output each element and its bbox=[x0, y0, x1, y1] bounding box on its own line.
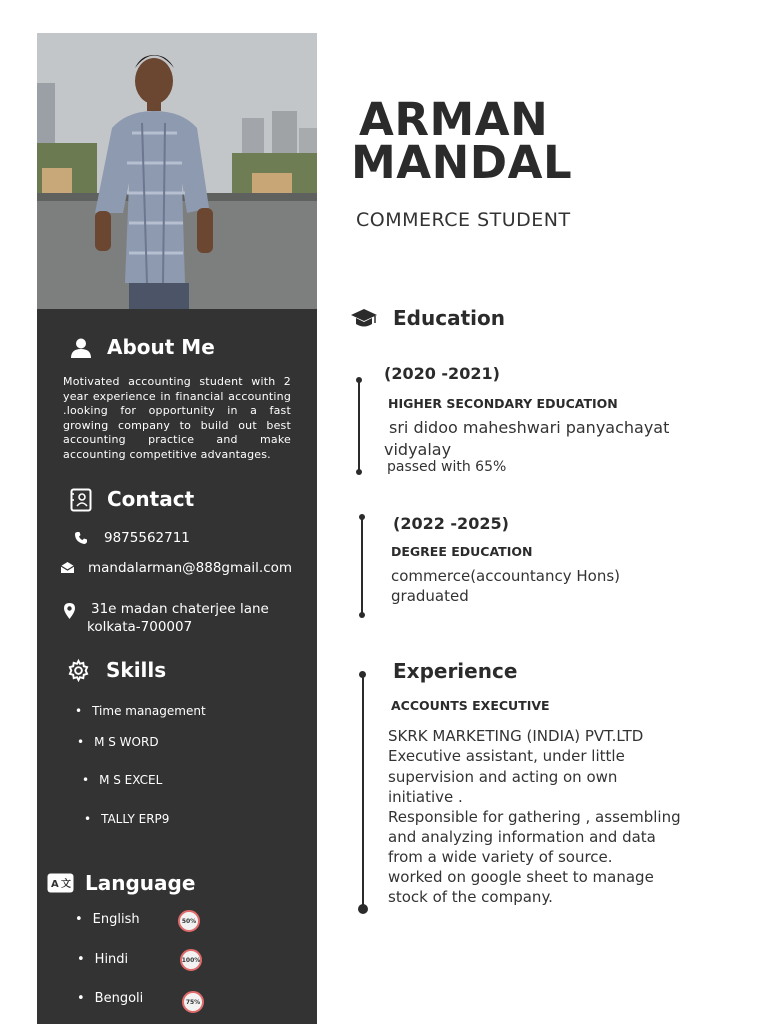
timeline-dot bbox=[359, 612, 365, 618]
skill-item: • M S WORD bbox=[77, 735, 159, 749]
experience-line: Responsible for gathering , assembling bbox=[388, 808, 681, 826]
name-heading bbox=[351, 93, 573, 189]
skills-heading: Skills bbox=[106, 658, 167, 682]
svg-text:A: A bbox=[51, 879, 59, 890]
timeline-line bbox=[358, 380, 360, 472]
email-address[interactable]: mandalarman@888gmail.com bbox=[88, 560, 293, 576]
address-line-2: kolkata-700007 bbox=[87, 619, 193, 635]
role-title: COMMERCE STUDENT bbox=[356, 209, 571, 231]
language-level-badge: 50% bbox=[178, 910, 200, 932]
envelope-icon bbox=[60, 561, 75, 574]
experience-line: from a wide variety of source. bbox=[388, 848, 613, 866]
education-note: passed with 65% bbox=[387, 459, 507, 475]
skill-item: • TALLY ERP9 bbox=[84, 812, 169, 826]
language-heading: Language bbox=[85, 871, 196, 895]
education-line: commerce(accountancy Hons) bbox=[391, 567, 621, 585]
experience-line: worked on google sheet to manage bbox=[388, 868, 654, 886]
contact-card-icon bbox=[70, 488, 92, 512]
phone-icon bbox=[74, 531, 88, 545]
experience-line: SKRK MARKETING (INDIA) PVT.LTD bbox=[388, 727, 644, 745]
sidebar bbox=[37, 33, 317, 1024]
experience-line: supervision and acting on own bbox=[388, 768, 618, 786]
contact-heading: Contact bbox=[107, 487, 195, 511]
experience-line: stock of the company. bbox=[388, 888, 553, 906]
gear-icon bbox=[67, 659, 90, 682]
education-school-line2: vidyalay bbox=[384, 440, 452, 459]
svg-text:文: 文 bbox=[61, 879, 71, 890]
experience-heading: Experience bbox=[393, 659, 518, 683]
education-degree: DEGREE EDUCATION bbox=[391, 544, 533, 559]
education-years: (2020 -2021) bbox=[384, 364, 500, 383]
skill-item: • Time management bbox=[75, 704, 206, 718]
language-level-badge: 100% bbox=[180, 949, 202, 971]
about-me-text: Motivated accounting student with 2 year experience in financial accounting .looking for opportunity in a fast growing company to build out best accounting practice and make accounting competitive advantages. bbox=[63, 375, 291, 461]
graduation-cap-icon bbox=[350, 307, 378, 331]
experience-position: ACCOUNTS EXECUTIVE bbox=[391, 698, 550, 713]
translate-icon bbox=[47, 873, 74, 893]
phone-number[interactable]: 9875562711 bbox=[104, 530, 190, 546]
education-heading: Education bbox=[393, 306, 505, 330]
education-years: (2022 -2025) bbox=[393, 514, 509, 533]
experience-line: Executive assistant, under little bbox=[388, 747, 625, 765]
language-item-bengoli: • Bengoli bbox=[77, 991, 143, 1006]
experience-line: and analyzing information and data bbox=[388, 828, 656, 846]
last-name: MANDAL bbox=[351, 136, 573, 189]
experience-line: initiative . bbox=[388, 788, 463, 806]
timeline-line bbox=[361, 517, 363, 615]
person-icon bbox=[70, 337, 92, 359]
language-level-badge: 75% bbox=[182, 991, 204, 1013]
skill-item: • M S EXCEL bbox=[82, 773, 162, 787]
language-item-english: • English bbox=[75, 912, 140, 927]
education-line: graduated bbox=[391, 587, 469, 605]
profile-photo bbox=[37, 33, 317, 309]
location-pin-icon bbox=[63, 602, 76, 620]
language-item-hindi: • Hindi bbox=[77, 952, 128, 967]
first-name: ARMAN bbox=[359, 93, 549, 146]
timeline-dot bbox=[358, 904, 368, 914]
timeline-dot bbox=[356, 469, 362, 475]
timeline-line bbox=[362, 675, 364, 907]
education-school: sri didoo maheshwari panyachayat bbox=[389, 418, 670, 437]
address-line-1: 31e madan chaterjee lane bbox=[91, 601, 269, 617]
about-me-heading: About Me bbox=[107, 335, 215, 359]
education-degree: HIGHER SECONDARY EDUCATION bbox=[388, 396, 618, 411]
